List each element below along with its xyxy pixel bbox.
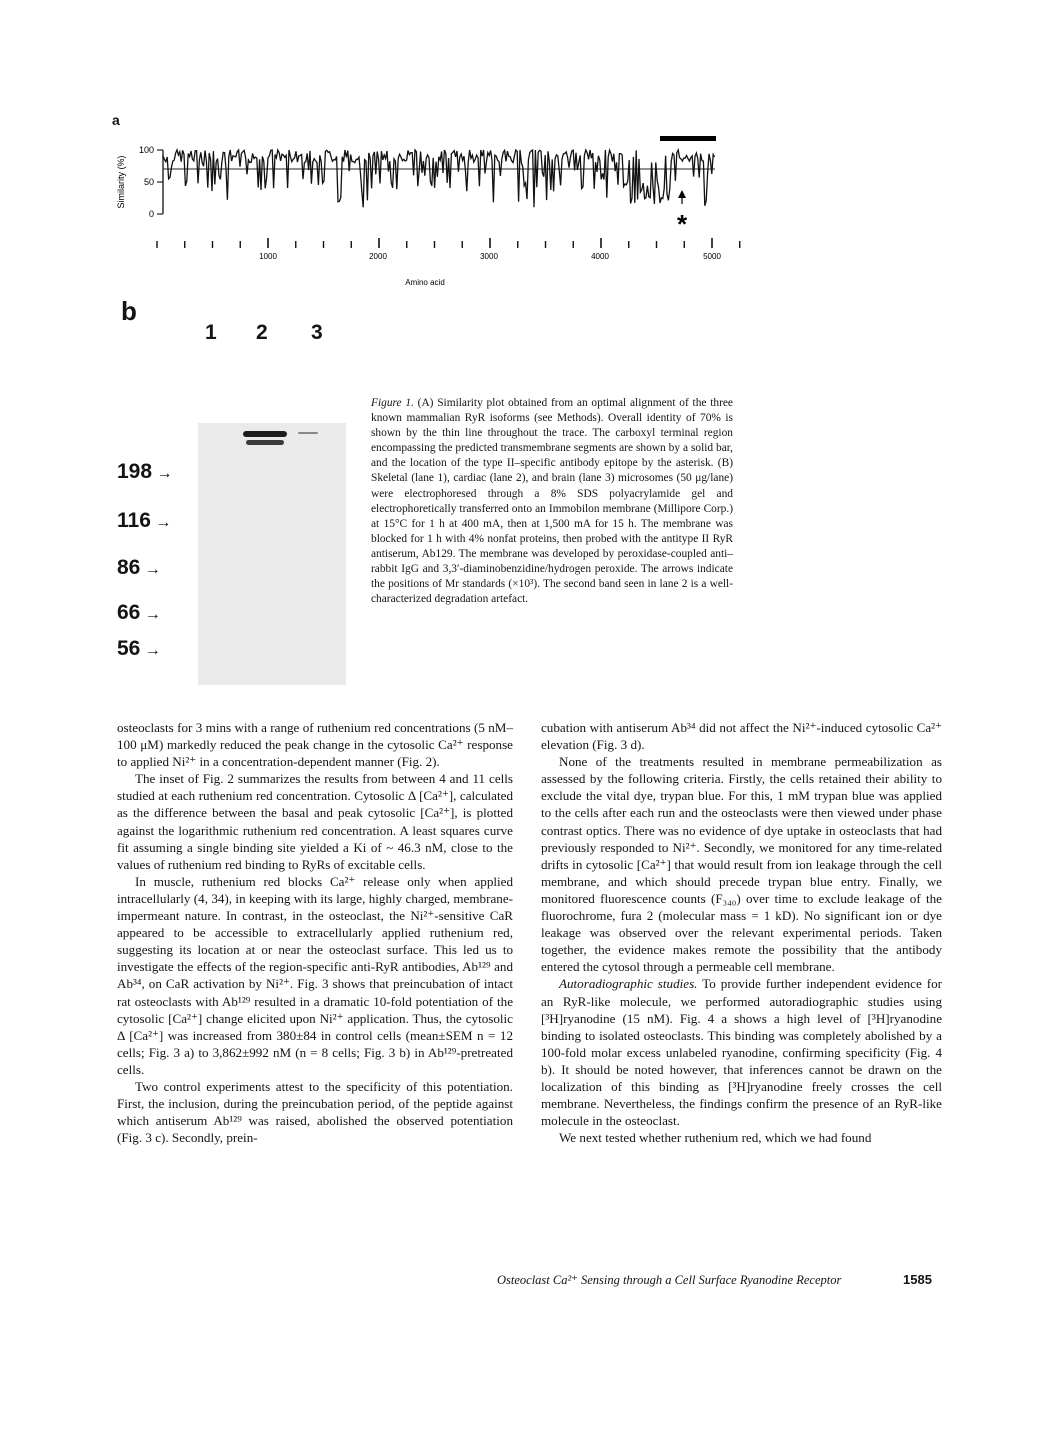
x-axis xyxy=(157,238,760,248)
lane-label-1: 1 xyxy=(205,321,217,344)
section-heading: Autoradiographic studies. xyxy=(559,976,698,992)
y-axis-label: Similarity (%) xyxy=(116,155,126,209)
western-blot-gel xyxy=(198,423,346,685)
right-column xyxy=(541,719,942,1146)
figure-caption xyxy=(371,396,733,607)
right-paragraph-2: None of the treatments resulted in membrane permeabilization as assessed by the following criteria. Firstly, the cells retained their ability to exclude the vital dye, trypan blue. For this, 1 mM trypan blue was applied to the cells after each run and the osteoclasts were then viewed under phase contrast optics. There was no evidence of dye uptake in osteoclasts that had previously responded to Ni²⁺. Secondly, we monitored for any time-related drifts in cytosolic [Ca²⁺] that would result from ion leakage through the cell membrane, and which should precede trypan blue entry. Finally, we monitored fluorescence counts (F₃₄₀) over time to exclude leakage of the fluorochrome, fura 2 (molecular mass = 1 kD). No significant ion or dye leakage was observed over the relevant experimental periods. Taken together, the evidence makes remote the possibility that the antibody entered the cytosol through a permeable cell membrane. xyxy=(541,754,942,975)
caption-text: (A) Similarity plot obtained from an optimal alignment of the three known mammalian RyR isoforms (see Methods). Overall identity of 70% is shown by the thin line throughout the trace. The carboxyl terminal region encompassing the predicted transmembrane segments are shown by a solid bar, and the location of the type II–specific antibody epitope by the asterisk. (B) Skeletal (lane 1), cardiac (lane 2), and brain (lane 3) microsomes (50 μg/lane) were electrophoresed through a 8% SDS polyacrylamide gel and electrophoretically transferred onto an Immobilon membrane (Millipore Corp.) at 15°C for 1 h at 400 mA, then at 1,500 mA for 15 h. The membrane was blocked for 1 h with 4% nonfat proteins, then probed with the antitype II RyR antiserum, Ab129. The membrane was developed by peroxidase-coupled anti–rabbit IgG and 3,3′-diaminobenzidine/hydrogen peroxide. The arrows indicate the positions of Mr standards (×10³). The second band seen in lane 2 is a well-characterized degradation artefact. xyxy=(371,397,733,606)
lane-label-2: 2 xyxy=(256,321,268,344)
right-paragraph-4: We next tested whether ruthenium red, which we had found xyxy=(559,1130,872,1146)
ytick-0: 0 xyxy=(148,209,154,219)
ytick-100: 100 xyxy=(138,145,154,155)
lane-label-3: 3 xyxy=(311,321,323,344)
right-paragraph-3: Autoradiographic studies. To provide further independent evidence for an RyR-like molecule, we performed autoradiographic studies using [³H]ryanodine (15 nM). Fig. 4 a shows a high level of [³H]ryanodine binding to isolated osteoclasts. This binding was completely abolished by a 100-fold molar excess unlabeled ryanodine, confirming specificity (Fig. 4 b). It should be noted however, that inferences cannot be drawn on the localization of this binding as [³H]ryanodine freely crosses the cell membrane. Nevertheless, the findings confirm the presence of an RyR-like molecule in the osteoclast. xyxy=(541,976,943,1129)
marker-66: 66 → xyxy=(117,601,161,624)
running-title: Osteoclast Ca²⁺ Sensing through a Cell Surface Ryanodine Receptor xyxy=(497,1273,842,1287)
marker-198: 198 → xyxy=(117,460,173,483)
xtick-5000: 5000 xyxy=(703,252,721,261)
x-axis-label: Amino acid xyxy=(405,278,445,287)
left-paragraph-3: In muscle, ruthenium red blocks Ca²⁺ release only when applied intracellularly (4, 34), in keeping with its large, highly charged, membrane-impermeant nature. In contrast, in the osteoclast, the Ni²⁺-sensitive CaR appeared to be accessible to extracellularly applied ruthenium red, suggesting its location at or near the osteoclast surface. This led us to investigate the effects of the region-specific anti-RyR antibodies, Ab¹²⁹ and Ab³⁴, on CaR activation by Ni²⁺. Fig. 3 shows that preincubation of intact rat osteoclasts with Ab¹²⁹ resulted in a dramatic 10-fold potentiation of the cytosolic [Ca²⁺] change elicited upon Ni²⁺ application. Thus, the cytosolic Δ [Ca²⁺] was increased from 380±84 in control cells (mean±SEM n = 12 cells; Fig. 3 a) to 3,862±992 nM (n = 8 cells; Fig. 3 b) in Ab¹²⁹-pretreated cells. xyxy=(117,873,513,1077)
xtick-4000: 4000 xyxy=(591,252,609,261)
similarity-plot xyxy=(100,128,760,298)
left-paragraph-2: The inset of Fig. 2 summarizes the results from between 4 and 11 cells studied at each ruthenium red concentration. Cytosolic Δ [Ca²⁺], calculated as the difference between the basal and peak cytosolic [Ca²⁺], is plotted against the logarithmic ruthenium red concentration. A least squares curve fit assuming a single binding site yielded a Ki of ~ 46.3 nM, close to the values of ruthenium red binding to RyRs of excitable cells. xyxy=(117,771,513,872)
xtick-2000: 2000 xyxy=(369,252,387,261)
page-number: 1585 xyxy=(903,1272,932,1287)
right-paragraph-1: cubation with antiserum Ab³⁴ did not affect the Ni²⁺-induced cytosolic Ca²⁺ elevation (Fig. 3 d). xyxy=(541,720,942,753)
left-column xyxy=(117,719,513,1146)
ytick-50: 50 xyxy=(143,177,154,187)
marker-56: 56 → xyxy=(117,637,161,660)
transmembrane-bar xyxy=(660,136,716,141)
lane-2-band-upper xyxy=(243,431,287,437)
lane-2-band-lower xyxy=(246,440,284,445)
caption-title: Figure 1. xyxy=(371,397,414,409)
xtick-1000: 1000 xyxy=(259,252,277,261)
xtick-3000: 3000 xyxy=(480,252,498,261)
similarity-trace xyxy=(163,150,715,207)
panel-a-label: a xyxy=(112,112,120,128)
lane-3-band xyxy=(298,432,318,434)
marker-86: 86 → xyxy=(117,556,161,579)
marker-116: 116 → xyxy=(117,509,172,532)
panel-b-label: b xyxy=(121,296,137,326)
epitope-asterisk: * xyxy=(676,209,688,239)
left-paragraph-4: Two control experiments attest to the specificity of this potentiation. First, the inclusion, during the preincubation period, of the peptide against which antiserum Ab¹²⁹ was raised, abolished the observed potentiation (Fig. 3 c). Secondly, prein- xyxy=(117,1078,513,1146)
left-paragraph-1: osteoclasts for 3 mins with a range of ruthenium red concentrations (5 nM–100 μM) markedly reduced the peak change in the cytosolic Ca²⁺ response to applied Ni²⁺ in a concentration-dependent manner (Fig. 2). xyxy=(117,720,513,770)
